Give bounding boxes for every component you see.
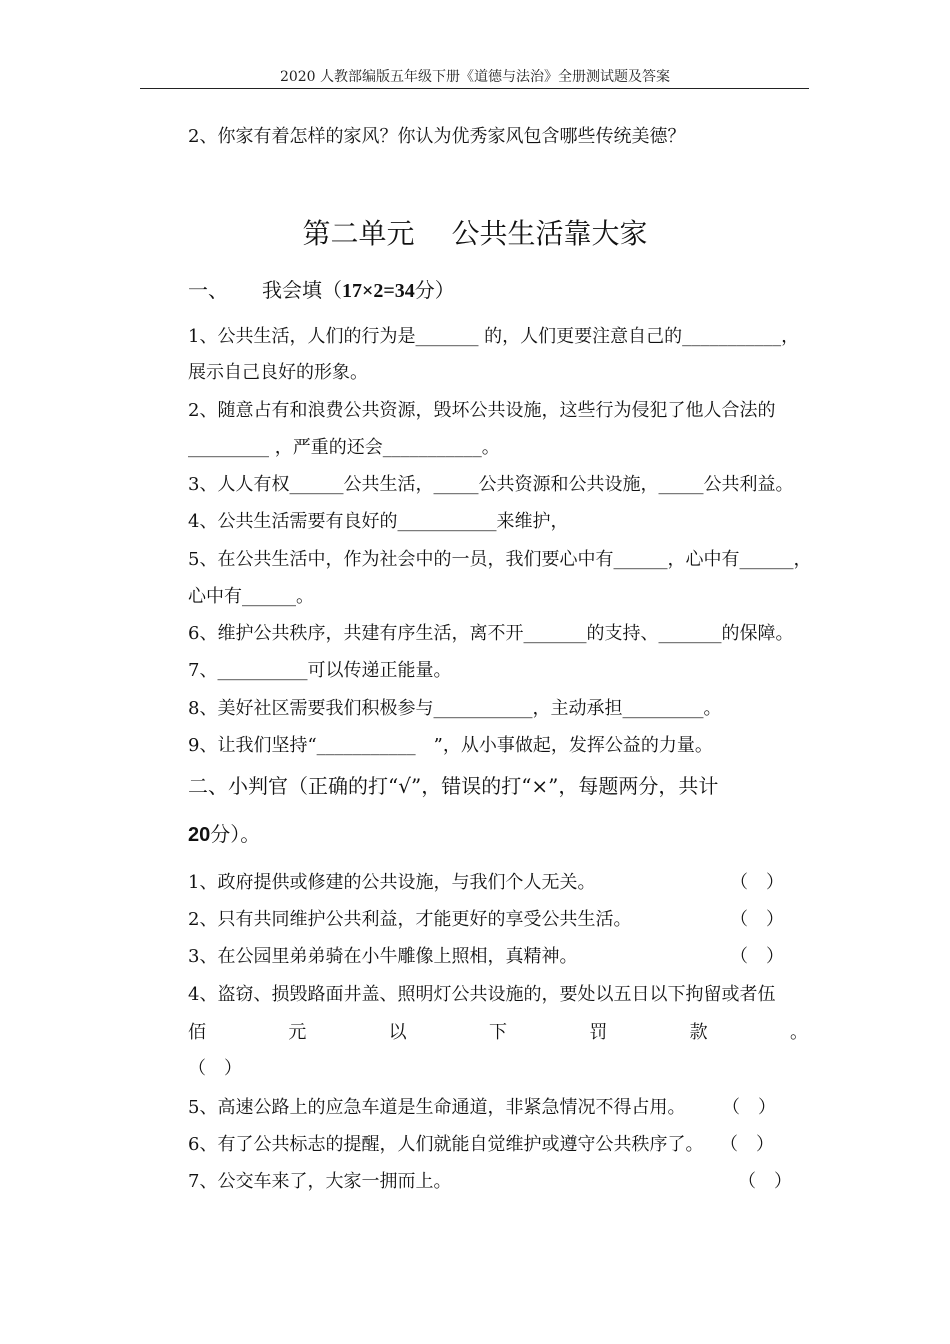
unit-title: 第二单元 公共生活靠大家 (302, 217, 648, 250)
spread-char: 。 (789, 1022, 808, 1043)
section-1-label: 我会填（ (262, 278, 342, 302)
fill-line-9: 9、让我们坚持“___________ ”，从小事做起，发挥公益的力量。 (188, 735, 713, 756)
answer-paren-1[interactable]: （ ） (730, 872, 784, 893)
spread-char: 款 (689, 1022, 708, 1043)
spread-char: 元 (288, 1022, 307, 1043)
section-2-score: 20 (188, 824, 211, 846)
section-2-heading-line2 (188, 818, 260, 847)
fill-line-2b: _________ ，严重的还会___________。 (188, 437, 500, 458)
judge-item-6: 6、有了公共标志的提醒，人们就能自觉维护或遵守公共秩序了。 (188, 1134, 704, 1155)
answer-paren-4[interactable]: （ ） (188, 1058, 242, 1079)
section-1-end: 分） (414, 278, 455, 302)
spread-char: 以 (388, 1022, 407, 1043)
answer-paren-3[interactable]: （ ） (730, 946, 784, 967)
fill-line-2: 2、随意占有和浪费公共资源，毁坏公共设施，这些行为侵犯了他人合法的 (188, 400, 776, 421)
answer-paren-2[interactable]: （ ） (730, 909, 784, 930)
fill-line-1b: 展示自己良好的形象。 (188, 362, 368, 383)
fill-line-5b: 心中有______。 (188, 586, 314, 607)
spread-char: 佰 (188, 1022, 206, 1043)
fill-line-5: 5、在公共生活中，作为社会中的一员，我们要心中有______，心中有______， (188, 549, 812, 570)
fill-line-1: 1、公共生活，人们的行为是_______ 的，人们更要注意自己的___________， (188, 326, 800, 347)
section-2-end: 分）。 (210, 822, 261, 846)
answer-paren-7[interactable]: （ ） (738, 1171, 792, 1192)
judge-item-7: 7、公交车来了，大家一拥而上。 (188, 1171, 452, 1192)
fill-line-3: 3、人人有权______公共生活，_____公共资源和公共设施，_____公共利益。 (188, 474, 794, 495)
header-rule (140, 88, 809, 89)
fill-line-8: 8、美好社区需要我们积极参与___________，主动承担_________。 (188, 698, 722, 719)
section-1-score: 17×2=34 (342, 280, 415, 302)
judge-item-3: 3、在公园里弟弟骑在小牛雕像上照相，真精神。 (188, 946, 578, 967)
section-1-number: 一、 (188, 278, 228, 302)
previous-question-2: 2、你家有着怎样的家风？你认为优秀家风包含哪些传统美德？ (188, 126, 686, 147)
fill-line-6: 6、维护公共秩序，共建有序生活，离不开_______的支持、_______的保障。 (188, 623, 794, 644)
spread-char: 下 (488, 1022, 507, 1043)
judge-item-5: 5、高速公路上的应急车道是生命通道，非紧急情况不得占用。 (188, 1097, 686, 1118)
judge-item-2: 2、只有共同维护公共利益，才能更好的享受公共生活。 (188, 909, 632, 930)
judge-item-1: 1、政府提供或修建的公共设施，与我们个人无关。 (188, 872, 596, 893)
section-1-heading (188, 274, 455, 303)
answer-paren-6[interactable]: （ ） (720, 1134, 774, 1155)
answer-paren-5[interactable]: （ ） (722, 1097, 776, 1118)
spread-char: 罚 (589, 1022, 608, 1043)
fill-line-4: 4、公共生活需要有良好的___________来维护， (188, 511, 569, 532)
fill-line-7: 7、__________可以传递正能量。 (188, 660, 452, 681)
judge-item-4: 4、盗窃、损毁路面井盖、照明灯公共设施的，要处以五日以下拘留或者伍 (188, 984, 776, 1005)
section-2-heading-line1: 二、小判官（正确的打“√”，错误的打“×”，每题两分，共计 (188, 774, 719, 798)
judge-item-4-spread-line (188, 1018, 808, 1044)
page-header: 2020 人教部编版五年级下册《道德与法治》全册测试题及答案 (279, 69, 671, 85)
